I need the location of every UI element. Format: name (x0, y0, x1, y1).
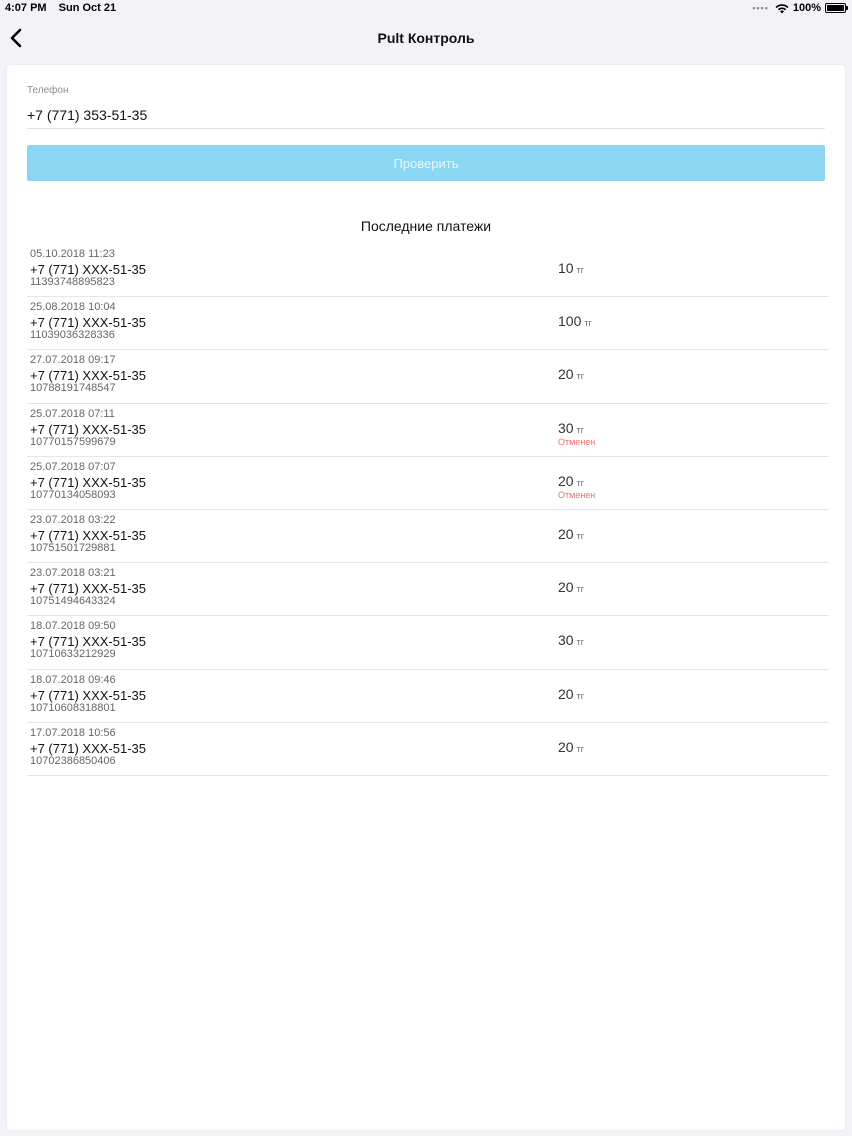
payment-id: 11039036328336 (30, 329, 115, 342)
nav-bar (0, 18, 852, 58)
payment-id: 10702386850406 (30, 754, 116, 767)
amount-value: 20 (558, 366, 574, 383)
payment-row[interactable] (27, 670, 829, 723)
payment-date: 25.07.2018 07:11 (30, 407, 115, 420)
payment-phone: +7 (771) XXX-51-35 (30, 634, 146, 650)
check-button[interactable]: Проверить (27, 145, 825, 181)
amount-value: 30 (558, 419, 574, 436)
payment-id: 10751494643324 (30, 595, 116, 608)
payment-phone: +7 (771) XXX-51-35 (30, 527, 146, 543)
payment-phone: +7 (771) XXX-51-35 (30, 474, 146, 490)
payment-date: 25.08.2018 10:04 (30, 301, 116, 314)
payment-status: Отменен (558, 436, 596, 447)
payment-amount (558, 739, 584, 755)
amount-value: 20 (558, 472, 574, 489)
payment-row[interactable] (27, 350, 829, 403)
payment-phone: +7 (771) XXX-51-35 (30, 581, 146, 597)
amount-value: 20 (558, 738, 574, 755)
payment-row[interactable] (27, 457, 829, 510)
payment-row[interactable] (27, 616, 829, 669)
payment-id: 10788191748547 (30, 382, 116, 395)
payment-id: 10770157599679 (30, 435, 116, 448)
currency-label: тг (576, 265, 584, 275)
currency-label: тг (576, 690, 584, 701)
payment-row[interactable] (27, 297, 829, 350)
payment-date: 17.07.2018 10:56 (30, 726, 116, 739)
wifi-icon (775, 3, 789, 14)
amount-value: 100 (558, 313, 582, 330)
payment-phone: +7 (771) XXX-51-35 (30, 421, 146, 437)
payment-phone: +7 (771) XXX-51-35 (30, 687, 146, 703)
payment-phone: +7 (771) XXX-51-35 (30, 262, 146, 277)
payment-date: 18.07.2018 09:46 (30, 673, 116, 686)
dots-icon: •••• (752, 3, 769, 13)
payment-amount (558, 260, 584, 276)
payment-date: 23.07.2018 03:21 (30, 567, 116, 580)
payment-row[interactable] (27, 244, 829, 297)
phone-label: Телефон (27, 85, 69, 96)
payment-amount (558, 313, 592, 329)
currency-label: тг (576, 584, 584, 595)
amount-value: 30 (558, 632, 574, 649)
payment-amount (558, 420, 584, 436)
payment-date: 18.07.2018 09:50 (30, 620, 116, 633)
currency-label: тг (576, 530, 584, 541)
amount-value: 20 (558, 685, 574, 702)
payment-row[interactable] (27, 510, 829, 563)
payment-id: 10710608318801 (30, 701, 116, 714)
status-bar (0, 0, 852, 18)
currency-label: тг (576, 743, 584, 754)
payment-phone: +7 (771) XXX-51-35 (30, 740, 146, 756)
payments-title: Последние платежи (360, 218, 492, 234)
payment-amount (558, 632, 584, 648)
payment-id: 11393748895823 (30, 276, 115, 288)
payment-id: 10770134058093 (30, 488, 116, 501)
payment-amount (558, 526, 584, 542)
payment-amount (558, 686, 584, 702)
amount-value: 20 (558, 579, 574, 596)
amount-value: 10 (558, 260, 574, 276)
currency-label: тг (576, 477, 584, 488)
currency-label: тг (584, 318, 592, 329)
payment-date: 25.07.2018 07:07 (30, 460, 116, 473)
battery-icon (825, 3, 846, 13)
payment-row[interactable] (27, 563, 829, 616)
payment-date: 05.10.2018 11:23 (30, 248, 115, 260)
status-date: Sun Oct 21 (58, 2, 117, 14)
payment-row[interactable] (27, 404, 829, 457)
payment-row[interactable] (27, 723, 829, 776)
battery-percent: 100% (792, 2, 821, 14)
phone-input[interactable] (27, 105, 825, 129)
payment-phone: +7 (771) XXX-51-35 (30, 368, 146, 384)
payment-id: 10710633212929 (30, 648, 116, 661)
page-title: Pult Контроль (377, 30, 475, 46)
payments-list (27, 244, 829, 776)
currency-label: тг (576, 637, 584, 648)
payment-id: 10751501729881 (30, 541, 116, 554)
payment-amount (558, 366, 584, 382)
payment-amount (558, 473, 584, 489)
payment-phone: +7 (771) XXX-51-35 (30, 315, 146, 331)
payment-amount (558, 579, 584, 595)
currency-label: тг (576, 424, 584, 435)
amount-value: 20 (558, 525, 574, 542)
payment-date: 27.07.2018 09:17 (30, 354, 116, 367)
status-time: 4:07 PM (5, 2, 47, 14)
payment-date: 23.07.2018 03:22 (30, 513, 116, 526)
payment-status: Отменен (558, 489, 596, 500)
currency-label: тг (576, 371, 584, 382)
content-card (7, 65, 845, 1130)
